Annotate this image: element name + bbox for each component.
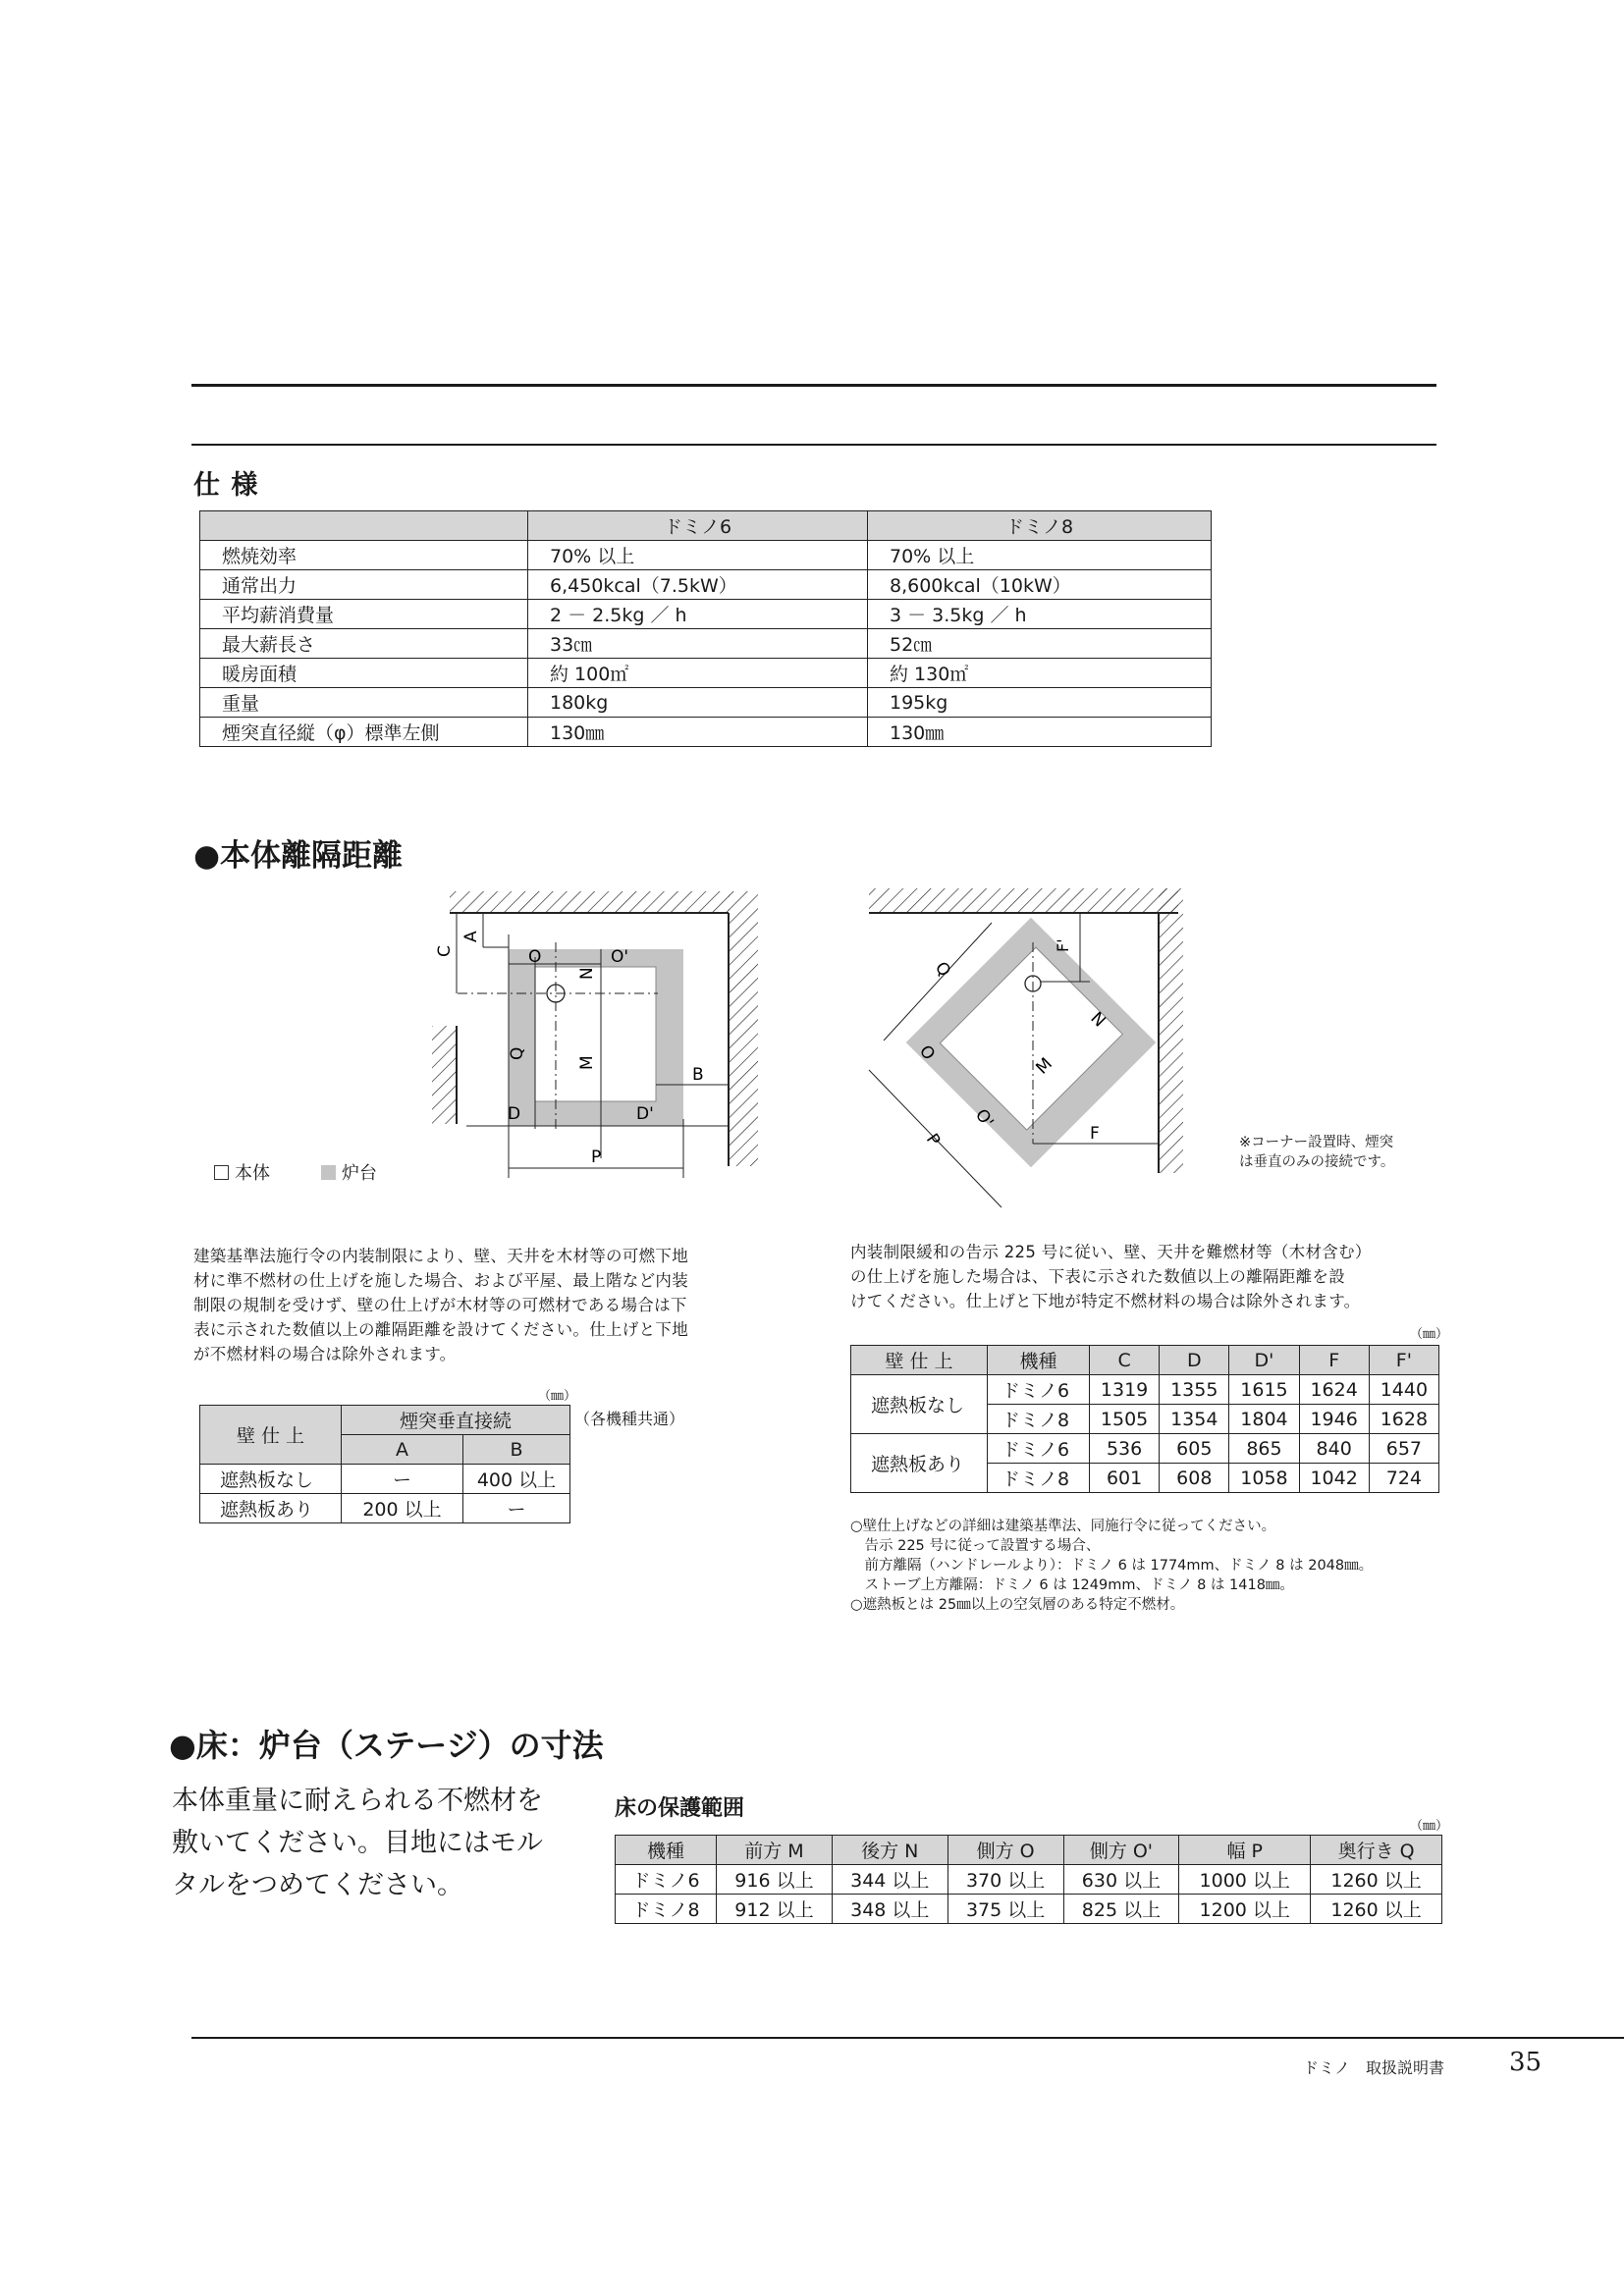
floor-cell: ドミノ8: [616, 1895, 717, 1924]
spec-header-model: ドミノ8: [868, 511, 1212, 541]
floor-table-unit: （㎜）: [1410, 1819, 1449, 1834]
spec-value-domino8: 3 － 3.5kg ／ h: [868, 600, 1212, 629]
model-cell: ドミノ8: [988, 1405, 1090, 1434]
right-table-header: 機種: [988, 1346, 1090, 1375]
top-rule: [191, 384, 1436, 387]
spec-row: [200, 659, 1212, 688]
spec-value-domino6: 2 － 2.5kg ／ h: [528, 600, 868, 629]
spec-row: [200, 629, 1212, 659]
spec-value-domino6: 130㎜: [528, 718, 868, 747]
value-cell: 605: [1160, 1434, 1229, 1464]
floor-cell: 370 以上: [947, 1865, 1063, 1895]
value-cell: 1505: [1090, 1405, 1160, 1434]
value-cell: 657: [1369, 1434, 1438, 1464]
cell-B: 400 以上: [463, 1465, 570, 1494]
vertical-connection-header: 煙突垂直接続: [342, 1406, 570, 1435]
model-cell: ドミノ6: [988, 1434, 1090, 1464]
right-table-header: F: [1299, 1346, 1369, 1375]
floor-table-header: 側方 O': [1063, 1836, 1179, 1865]
floor-text-line: タルをつめてください。: [172, 1870, 463, 1900]
page-number: 35: [1509, 2048, 1543, 2077]
label-P: P: [591, 1148, 602, 1167]
row-label: 遮熱板なし: [200, 1465, 342, 1494]
floor-table-header: 後方 N: [832, 1836, 947, 1865]
spec-value-domino6: 6,450kcal（7.5kW）: [528, 570, 868, 600]
spec-value-domino6: 約 100㎡: [528, 659, 868, 688]
table-row: [616, 1865, 1442, 1895]
right-table-header: F': [1369, 1346, 1438, 1375]
spec-header-blank: [200, 511, 528, 541]
right-table-header: C: [1090, 1346, 1160, 1375]
spec-value-domino8: 130㎜: [868, 718, 1212, 747]
cell-A: 200 以上: [342, 1494, 463, 1523]
table-row: [200, 1494, 570, 1523]
table-row: [851, 1375, 1439, 1405]
right-table-header-row: [851, 1346, 1439, 1375]
right-table-unit: （㎜）: [1410, 1327, 1449, 1342]
section-rule: [191, 444, 1436, 446]
floor-cell: 1200 以上: [1179, 1895, 1311, 1924]
floor-cell: 825 以上: [1063, 1895, 1179, 1924]
floor-table: [615, 1835, 1442, 1924]
corner-install-diagram: [854, 879, 1208, 1212]
footer-rule: [191, 2037, 1624, 2039]
label-F2: F': [1054, 938, 1072, 952]
floor-table-header-row: [616, 1836, 1442, 1865]
label-B: B: [692, 1065, 704, 1085]
label-F: F: [1090, 1124, 1100, 1144]
table-row: [200, 1465, 570, 1494]
value-cell: 608: [1160, 1464, 1229, 1493]
clearance-notes: [850, 1517, 1373, 1615]
label-M: M: [577, 1055, 597, 1070]
left-table-unit: （㎜）: [538, 1389, 577, 1404]
floor-cell: 348 以上: [832, 1895, 947, 1924]
spec-value-domino8: 70% 以上: [868, 541, 1212, 570]
spec-row: [200, 600, 1212, 629]
table-row: [851, 1434, 1439, 1464]
spec-heading: 仕 様: [193, 470, 259, 501]
value-cell: 1804: [1229, 1405, 1299, 1434]
right-table-header: 壁 仕 上: [851, 1346, 988, 1375]
clearance-right-text: 内装制限緩和の告示 225 号に従い、壁、天井を難燃材等（木材含む） の仕上げを施した場合は、下表に示された数値以上の離隔距離を設 けてください。仕上げと下地が特定不燃材料の場合は除外されます。: [850, 1243, 1372, 1310]
right-table-header: D': [1229, 1346, 1299, 1375]
clearance-left-table: [199, 1405, 570, 1523]
floor-table-header: 側方 O: [947, 1836, 1063, 1865]
note-line: 告示 225 号に従って設置する場合、: [850, 1538, 1101, 1554]
body-legend-swatch: [214, 1165, 229, 1180]
value-cell: 1628: [1369, 1405, 1438, 1434]
floor-cell: 916 以上: [717, 1865, 833, 1895]
label-N: N: [1086, 1008, 1110, 1032]
spec-label: 暖房面積: [200, 659, 528, 688]
clearance-heading: ●本体離隔距離: [193, 838, 404, 874]
label-P: P: [921, 1130, 945, 1150]
label-Q: Q: [930, 958, 954, 981]
note-line: ストーブ上方離隔：ドミノ 6 は 1249mm、ドミノ 8 は 1418㎜。: [850, 1577, 1294, 1593]
floor-cell: 1260 以上: [1311, 1865, 1442, 1895]
value-cell: 724: [1369, 1464, 1438, 1493]
floor-cell: ドミノ6: [616, 1865, 717, 1895]
clearance-right-table: [850, 1345, 1439, 1493]
label-C: C: [435, 945, 455, 957]
value-cell: 1355: [1160, 1375, 1229, 1405]
body-legend-label: 本体: [235, 1163, 270, 1184]
hearth-legend-swatch: [321, 1165, 336, 1180]
note-line: 前方離隔（ハンドレールより）：ドミノ 6 は 1774mm、ドミノ 8 は 2048㎜。: [850, 1558, 1374, 1574]
value-cell: 1946: [1299, 1405, 1369, 1434]
model-cell: ドミノ8: [988, 1464, 1090, 1493]
spec-value-domino8: 52㎝: [868, 629, 1212, 659]
row-label: 遮熱板あり: [200, 1494, 342, 1523]
floor-table-header: 奥行き Q: [1311, 1836, 1442, 1865]
spec-label: 最大薪長さ: [200, 629, 528, 659]
floor-table-header: 機種: [616, 1836, 717, 1865]
value-cell: 1042: [1299, 1464, 1369, 1493]
spec-row: [200, 541, 1212, 570]
value-cell: 1354: [1160, 1405, 1229, 1434]
floor-cell: 912 以上: [717, 1895, 833, 1924]
floor-table-header: 幅 P: [1179, 1836, 1311, 1865]
row-group-label: 遮熱板なし: [851, 1375, 988, 1434]
floor-cell: 630 以上: [1063, 1865, 1179, 1895]
floor-cell: 375 以上: [947, 1895, 1063, 1924]
spec-label: 通常出力: [200, 570, 528, 600]
spec-header-model: ドミノ6: [528, 511, 868, 541]
value-cell: 1319: [1090, 1375, 1160, 1405]
floor-cell: 344 以上: [832, 1865, 947, 1895]
spec-value-domino6: 33㎝: [528, 629, 868, 659]
label-D2: D': [636, 1104, 654, 1124]
spec-value-domino8: 8,600kcal（10kW）: [868, 570, 1212, 600]
spec-label: 燃焼効率: [200, 541, 528, 570]
floor-table-header: 前方 M: [717, 1836, 833, 1865]
floor-text-line: 敷いてください。目地にはモル: [172, 1828, 543, 1858]
label-O2: O': [970, 1105, 998, 1132]
spec-label: 平均薪消費量: [200, 600, 528, 629]
wall-install-diagram: [422, 883, 785, 1178]
corner-note: ※コーナー設置時、煙突 は垂直のみの接続です。: [1239, 1135, 1395, 1170]
value-cell: 601: [1090, 1464, 1160, 1493]
label-N: N: [577, 967, 597, 980]
table-row: [616, 1895, 1442, 1924]
label-O: O: [914, 1041, 939, 1064]
label-D: D: [508, 1104, 521, 1124]
floor-cell: 1260 以上: [1311, 1895, 1442, 1924]
floor-cell: 1000 以上: [1179, 1865, 1311, 1895]
spec-label: 重量: [200, 688, 528, 718]
value-cell: 840: [1299, 1434, 1369, 1464]
floor-table-title: 床の保護範囲: [615, 1796, 745, 1821]
spec-row: [200, 718, 1212, 747]
label-M: M: [1032, 1054, 1056, 1079]
col-B-header: B: [463, 1435, 570, 1465]
value-cell: 1624: [1299, 1375, 1369, 1405]
spec-table: [199, 510, 1212, 747]
footer-doc-title: ドミノ 取扱説明書: [1303, 2058, 1445, 2077]
value-cell: 536: [1090, 1434, 1160, 1464]
col-A-header: A: [342, 1435, 463, 1465]
value-cell: 1440: [1369, 1375, 1438, 1405]
spec-value-domino6: 70% 以上: [528, 541, 868, 570]
note-line: ○壁仕上げなどの詳細は建築基準法、同施行令に従ってください。: [850, 1519, 1276, 1534]
row-group-label: 遮熱板あり: [851, 1434, 988, 1493]
spec-value-domino8: 195kg: [868, 688, 1212, 718]
spec-value-domino8: 約 130㎡: [868, 659, 1212, 688]
note-line: ○遮熱板とは 25㎜以上の空気層のある特定不燃材。: [850, 1597, 1185, 1613]
spec-label: 煙突直径縦（φ）標準左側: [200, 718, 528, 747]
value-cell: 1615: [1229, 1375, 1299, 1405]
wall-finish-header: 壁 仕 上: [200, 1406, 342, 1465]
label-Q: Q: [508, 1046, 527, 1060]
label-O2: O': [611, 947, 629, 967]
clearance-left-text: 建築基準法施行令の内装制限により、壁、天井を木材等の可燃下地 材に準不燃材の仕上げを施した場合、および平屋、最上階など内装 制限の規制を受けず、壁の仕上げが木材等の可燃材である場合は下 表に示された数値以上の離隔距離を設けてください。仕上げと下地 が不燃材料の場合は除外されます。: [193, 1247, 688, 1363]
spec-row: [200, 688, 1212, 718]
cell-B: ー: [463, 1494, 570, 1523]
cell-A: ー: [342, 1465, 463, 1494]
hearth-legend-label: 炉台: [342, 1163, 377, 1184]
spec-header-row: [200, 511, 1212, 541]
value-cell: 1058: [1229, 1464, 1299, 1493]
label-O: O: [528, 947, 542, 967]
floor-heading: ●床：炉台（ステージ）の寸法: [169, 1727, 604, 1764]
right-table-header: D: [1160, 1346, 1229, 1375]
common-note: （各機種共通）: [574, 1410, 685, 1428]
label-A: A: [461, 931, 481, 942]
model-cell: ドミノ6: [988, 1375, 1090, 1405]
spec-value-domino6: 180kg: [528, 688, 868, 718]
floor-text-line: 本体重量に耐えられる不燃材を: [172, 1786, 543, 1816]
value-cell: 865: [1229, 1434, 1299, 1464]
spec-row: [200, 570, 1212, 600]
floor-text: [172, 1780, 543, 1906]
diagram-legend: [214, 1159, 377, 1185]
